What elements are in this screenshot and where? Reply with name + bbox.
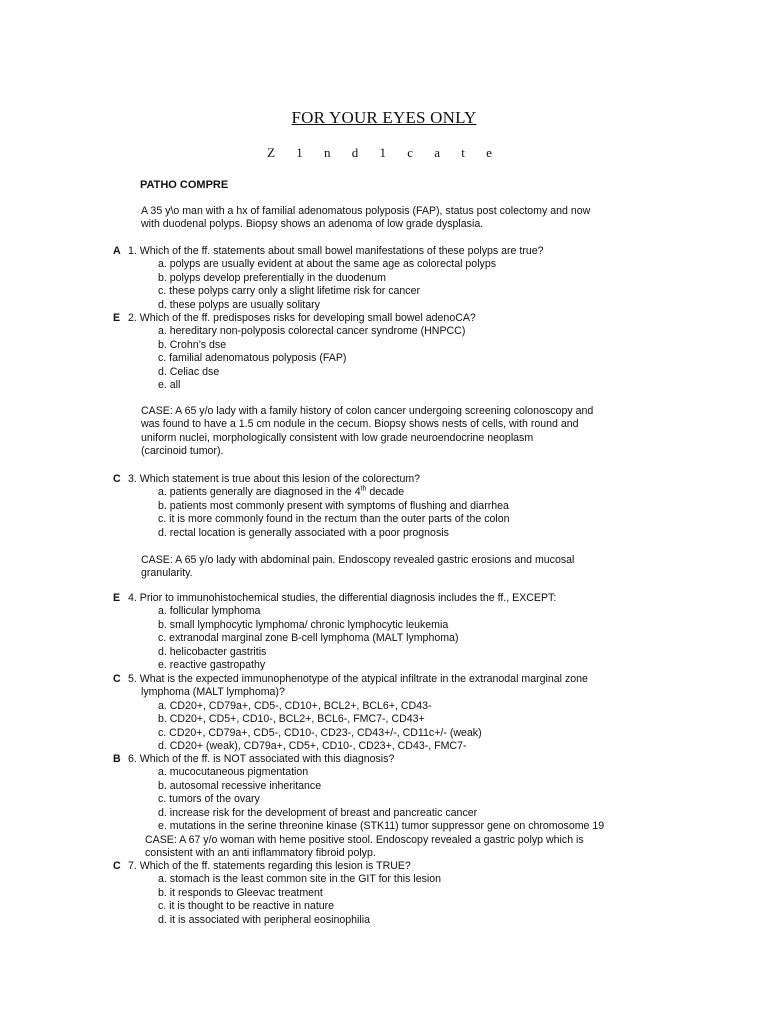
option-list (158, 486, 653, 540)
case-line: (carcinoid tumor). (141, 445, 224, 458)
case-line: uniform nuclei, morphologically consistent with low grade neuroendocrine neoplasm (141, 431, 534, 444)
question-3 (113, 473, 653, 540)
option: b. it responds to Gleevac treatment (158, 886, 323, 899)
answer-key: C (113, 860, 121, 872)
case-line: was found to have a 1.5 cm nodule in the cecum. Biopsy shows nests of cells, with round and (141, 418, 579, 431)
option-text: a. patients generally are diagnosed in the 4 (158, 486, 361, 499)
option: c. familial adenomatous polyposis (FAP) (158, 352, 347, 365)
option: a. CD20+, CD79a+, CD5-, CD10+, BCL2+, BCL6+, CD43- (158, 699, 432, 712)
ordinal-suffix: th (360, 485, 367, 493)
question-text: 5. What is the expected immunophenotype of the atypical infiltrate in the extranodal marginal zone (128, 673, 588, 685)
case-line: granularity. (141, 567, 193, 580)
option: e. all (158, 379, 181, 392)
option: c. it is thought to be reactive in nature (158, 900, 335, 913)
question-text: 1. Which of the ff. statements about small bowel manifestations of these polyps are true? (128, 245, 544, 257)
intro-line: A 35 y\o man with a hx of familial adenomatous polyposis (FAP), status post colectomy and now (141, 205, 591, 217)
option: d. it is associated with peripheral eosinophilia (158, 913, 370, 926)
option: e. mutations in the serine threonine kinase (STK11) tumor suppressor gene on chromosome 19 (158, 820, 605, 833)
question-2 (113, 312, 653, 392)
option: a. follicular lymphoma (158, 605, 261, 618)
question-4 (113, 592, 653, 672)
case-line: CASE: A 65 y/o lady with a family history of colon cancer undergoing screening colonoscopy and (141, 405, 594, 417)
question-text: 4. Prior to immunohistochemical studies, the differential diagnosis includes the ff., EXCEPT: (128, 592, 557, 604)
case-line: CASE: A 67 y/o woman with heme positive stool. Endoscopy revealed a gastric polyp which is (145, 834, 584, 846)
option: b. polyps develop preferentially in the duodenum (158, 271, 386, 284)
question-1 (113, 245, 653, 312)
option: a. hereditary non-polyposis colorectal cancer syndrome (HNPCC) (158, 325, 466, 338)
answer-key: E (113, 312, 121, 324)
option: c. tumors of the ovary (158, 793, 260, 806)
question-text: 3. Which statement is true about this lesion of the colorectum? (128, 473, 421, 485)
option-list (158, 700, 653, 754)
option-list (158, 325, 653, 392)
question-7 (113, 860, 653, 927)
option-list (158, 873, 653, 927)
question-text: 7. Which of the ff. statements regarding this lesion is TRUE? (128, 860, 411, 872)
answer-key: E (113, 592, 121, 604)
question-6 (113, 753, 653, 833)
option: d. these polyps are usually solitary (158, 298, 320, 311)
option: c. these polyps carry only a slight lifetime risk for cancer (158, 285, 420, 298)
option-list (158, 258, 653, 312)
option: b. autosomal recessive inheritance (158, 779, 322, 792)
option: a. mucocutaneous pigmentation (158, 766, 309, 779)
case-paragraph (145, 834, 645, 861)
option: d. rectal location is generally associated with a poor prognosis (158, 526, 449, 539)
question-text: 6. Which of the ff. is NOT associated with this diagnosis? (128, 753, 395, 765)
answer-key: C (113, 473, 121, 485)
option: d. Celiac dse (158, 365, 220, 378)
answer-key: C (113, 673, 121, 685)
question-text-continued: lymphoma (MALT lymphoma)? (141, 686, 285, 699)
option: a. stomach is the least common site in the GIT for this lesion (158, 873, 442, 886)
option: b. small lymphocytic lymphoma/ chronic lymphocytic leukemia (158, 618, 449, 631)
option-text: decade (366, 486, 405, 499)
option: a. polyps are usually evident at about the same age as colorectal polyps (158, 258, 497, 271)
case-paragraph (141, 554, 641, 581)
answer-key: B (113, 753, 121, 765)
option: e. reactive gastropathy (158, 659, 266, 672)
option (158, 486, 653, 499)
question-5 (113, 673, 653, 753)
option: c. it is more commonly found in the rectum than the outer parts of the colon (158, 513, 510, 526)
intro-paragraph (141, 205, 641, 232)
document-subtitle: Z 1 n d 1 c a t e (267, 145, 501, 160)
answer-key: A (113, 245, 121, 257)
option: c. extranodal marginal zone B-cell lymphoma (MALT lymphoma) (158, 632, 459, 645)
option: b. Crohn’s dse (158, 338, 227, 351)
case-line: CASE: A 65 y/o lady with abdominal pain. Endoscopy revealed gastric erosions and mucosal (141, 554, 575, 566)
option-list (158, 605, 653, 672)
case-line: consistent with an anti inflammatory fibroid polyp. (145, 847, 376, 860)
option: b. patients most commonly present with symptoms of flushing and diarrhea (158, 499, 509, 512)
option: d. CD20+ (weak), CD79a+, CD5+, CD10-, CD23+, CD43-, FMC7- (158, 740, 467, 753)
question-text: 2. Which of the ff. predisposes risks for developing small bowel adenoCA? (128, 312, 476, 324)
option: c. CD20+, CD79a+, CD5-, CD10-, CD23-, CD43+/-, CD11c+/- (weak) (158, 726, 482, 739)
option: d. increase risk for the development of breast and pancreatic cancer (158, 806, 478, 819)
document-title: FOR YOUR EYES ONLY (291, 108, 477, 127)
option-list (158, 766, 653, 833)
option: b. CD20+, CD5+, CD10-, BCL2+, BCL6-, FMC7-, CD43+ (158, 713, 425, 726)
section-heading: PATHO COMPRE (140, 179, 229, 191)
intro-line: with duodenal polyps. Biopsy shows an adenoma of low grade dysplasia. (141, 218, 484, 231)
case-paragraph (141, 405, 641, 459)
option: d. helicobacter gastritis (158, 645, 267, 658)
